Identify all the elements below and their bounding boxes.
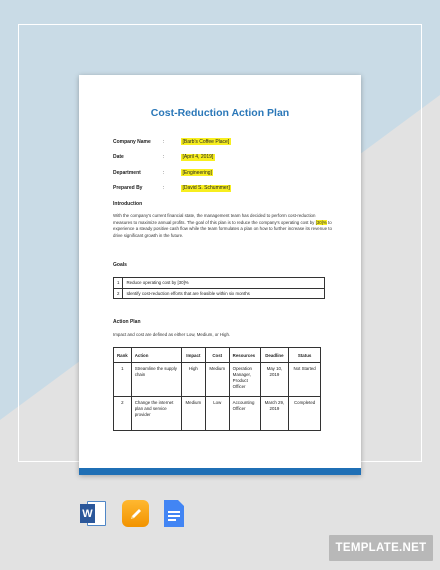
- info-value: [David S. Schummer]: [182, 185, 230, 192]
- info-label: Department: [113, 169, 141, 176]
- cell-impact: Medium: [181, 397, 205, 431]
- info-colon: :: [163, 154, 165, 161]
- cell-cost: Medium: [205, 363, 229, 397]
- pages-icon[interactable]: [122, 500, 149, 527]
- docs-line: [168, 515, 180, 517]
- column-header: Action: [131, 348, 181, 363]
- info-label: Date: [113, 154, 124, 161]
- info-block: [113, 134, 343, 196]
- action-plan-heading: Action Plan: [113, 319, 141, 325]
- docs-line: [168, 511, 180, 513]
- table-header-row: [114, 348, 321, 363]
- brand-watermark: TEMPLATE.NET: [329, 535, 433, 561]
- column-header: Status: [289, 348, 321, 363]
- document-title: Cost-Reduction Action Plan: [150, 107, 290, 119]
- word-icon-letter: W: [80, 504, 95, 523]
- column-header: Resources: [229, 348, 260, 363]
- table-row: [114, 397, 321, 431]
- document-footer-bar: [79, 468, 361, 475]
- introduction-text: [113, 213, 333, 239]
- info-colon: :: [163, 138, 165, 145]
- column-header: Impact: [181, 348, 205, 363]
- column-header: Cost: [205, 348, 229, 363]
- word-icon[interactable]: [80, 500, 107, 527]
- goals-heading: Goals: [113, 262, 127, 268]
- goal-number: 1: [114, 278, 123, 289]
- intro-text-after: to experience a steady positive cash flow while the team formulates a plan on how to further increase its revenue to drive significant growth in the future.: [113, 219, 332, 238]
- intro-highlight: [30]%: [315, 219, 327, 225]
- cell-impact: High: [181, 363, 205, 397]
- info-label: Company Name: [113, 138, 151, 145]
- info-row-prepared-by: [113, 181, 343, 197]
- cell-cost: Low: [205, 397, 229, 431]
- introduction-heading: Introduction: [113, 201, 143, 207]
- info-row-date: [113, 150, 343, 166]
- table-row: [114, 363, 321, 397]
- goal-text: Identify cost-reduction efforts that are feasible within six months: [123, 288, 325, 299]
- cell-action: Change the internet plan and service provider: [131, 397, 181, 431]
- intro-text-before: With the company's current financial state, the management team has decided to perform cost-reduction measures to maximize annual profits. The goal of this plan is to reduce the company's operating cost by: [113, 213, 316, 225]
- cell-status: Not Started: [289, 363, 321, 397]
- format-icons: [80, 500, 184, 527]
- cell-resources: Accounting Officer: [229, 397, 260, 431]
- cell-rank: 1: [114, 363, 132, 397]
- info-value: [April 4, 2019]: [182, 154, 214, 161]
- docs-line: [168, 519, 176, 521]
- action-plan-table: [113, 347, 321, 431]
- cell-rank: 2: [114, 397, 132, 431]
- cell-deadline: March 29, 2019: [260, 397, 289, 431]
- goal-text: Reduce operating cost by [30]%: [123, 278, 325, 289]
- info-value: [Engineering]: [182, 169, 212, 176]
- column-header: Deadline: [260, 348, 289, 363]
- document-preview[interactable]: [79, 75, 361, 475]
- cell-deadline: May 10, 2019: [260, 363, 289, 397]
- info-colon: :: [163, 185, 165, 192]
- info-colon: :: [163, 169, 165, 176]
- action-plan-intro: Impact and cost are defined as either Low, Medium, or High.: [113, 332, 231, 337]
- info-row-company: [113, 134, 343, 150]
- table-row: [114, 288, 325, 299]
- cell-resources: Operation Manager, Product Officer: [229, 363, 260, 397]
- table-row: [114, 278, 325, 289]
- cell-action: Streamline the supply chain: [131, 363, 181, 397]
- cell-status: Completed: [289, 397, 321, 431]
- goal-number: 2: [114, 288, 123, 299]
- goals-table: [113, 277, 325, 299]
- google-docs-icon[interactable]: [164, 500, 184, 527]
- info-row-department: [113, 165, 343, 181]
- info-label: Prepared By: [113, 185, 143, 192]
- info-value: [Barb's Coffee Place]: [182, 138, 230, 145]
- column-header: Rank: [114, 348, 132, 363]
- pencil-icon: [128, 506, 144, 522]
